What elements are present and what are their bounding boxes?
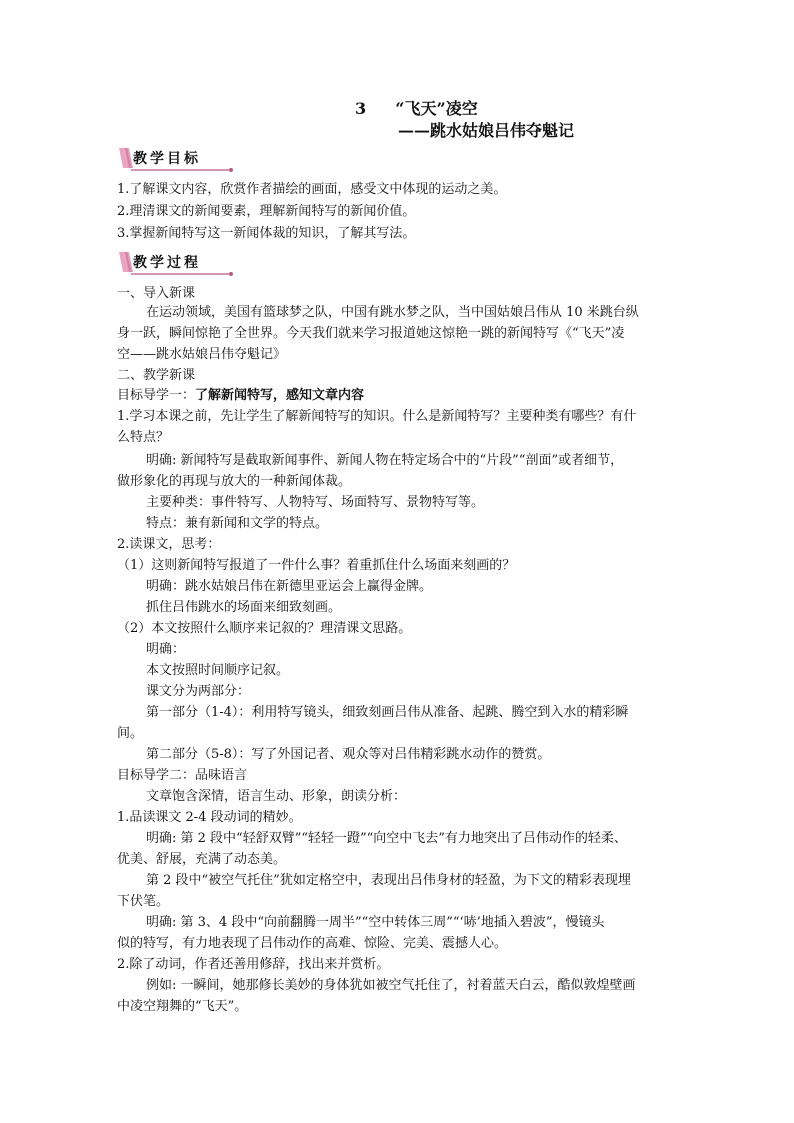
paragraph-line: 明确: 第 2 段中“轻舒双臂”“轻轻一蹬”“向空中飞去”有力地突出了吕伟动作的轻柔、	[146, 831, 627, 846]
paragraph-line: 明确: 第 3、4 段中“向前翻腾一周半”“空中转体三周”“‘哧’地插入碧波”，慢镜头	[146, 915, 605, 930]
paragraph-line: 身一跃，瞬间惊艳了全世界。今天我们就来学习报道她这惊艳一跳的新闻特写《“飞天”凌	[117, 326, 625, 341]
paragraph-line: 空——跳水姑娘吕伟夺魁记》	[117, 347, 287, 362]
goal-item: 2.理清课文的新闻要素，理解新闻特写的新闻价值。	[117, 204, 416, 219]
paragraph-line: 间。	[117, 726, 144, 741]
paragraph-line: 似的特写，有力地表现了吕伟动作的高难、惊险、完美、震撼人心。	[117, 936, 508, 951]
goal-guide-topic: 了解新闻特写，感知文章内容	[195, 388, 365, 403]
paragraph-line: 本文按照时间顺序记叙。	[146, 663, 290, 678]
process-section-title: 教学过程	[133, 255, 201, 271]
paragraph-line: 在运动领域，美国有篮球梦之队，中国有跳水梦之队，当中国姑娘吕伟从 10 米跳台纵	[146, 305, 639, 320]
paragraph-line: 做形象化的再现与放大的一种新闻体裁。	[117, 474, 352, 489]
paragraph-line: 例如: 一瞬间，她那修长美妙的身体犹如被空气托住了，衬着蓝天白云，酷似敦煌壁画	[146, 978, 636, 993]
lesson-subtitle: ——跳水姑娘吕伟夺魁记	[398, 121, 575, 140]
lesson-title-text: “飞天”凌空	[395, 99, 478, 118]
paragraph-line: （1）这则新闻特写报道了一件什么事？着重抓住什么场面来刻画的？	[117, 558, 516, 573]
paragraph-line: 中凌空翔舞的“飞天”。	[117, 999, 248, 1014]
paragraph-line: 明确：跳水姑娘吕伟在新德里亚运会上赢得金牌。	[146, 579, 433, 594]
paragraph-line: 第一部分（1-4）：利用特写镜头，细致刻画吕伟从准备、起跳、腾空到入水的精彩瞬	[146, 705, 629, 720]
paragraph-line: 明确：	[146, 642, 186, 657]
goals-section-header	[117, 146, 237, 172]
paragraph-line: 特点：兼有新闻和文学的特点。	[146, 516, 329, 531]
paragraph-line: 文章饱含深情，语言生动、形象，朗读分析：	[146, 789, 407, 804]
paragraph-line: 课文分为两部分：	[146, 684, 251, 699]
paragraph-line: 2.除了动词，作者还善用修辞，找出来并赏析。	[117, 957, 390, 972]
paragraph-line: 么特点？	[117, 430, 170, 445]
paragraph-line: 抓住吕伟跳水的场面来细致刻画。	[146, 600, 342, 615]
goal-guide-label: 目标导学一：	[117, 388, 196, 403]
paragraph-line: 明确: 新闻特写是截取新闻事件、新闻人物在特定场合中的“片段”“剖面”或者细节，	[146, 453, 624, 468]
paragraph-line: 1.品读课文 2-4 段动词的精妙。	[117, 810, 302, 825]
paragraph-line: 1.学习本课之前，先让学生了解新闻特写的知识。什么是新闻特写？主要种类有哪些？有什	[117, 409, 637, 424]
goal-item: 3.掌握新闻特写这一新闻体裁的知识，了解其写法。	[117, 226, 416, 241]
heading-line: 二、教学新课	[117, 368, 196, 383]
goal-item: 1.了解课文内容，欣赏作者描绘的画面，感受文中体现的运动之美。	[117, 182, 507, 197]
paragraph-line: 2.读课文，思考：	[117, 537, 221, 552]
lesson-number: 3	[355, 99, 367, 118]
goals-section-title: 教学目标	[133, 151, 201, 167]
paragraph-line: （2）本文按照什么顺序来记叙的？理清课文思路。	[117, 621, 412, 636]
goal-guide-line	[117, 386, 364, 406]
paragraph-line: 优美、舒展，充满了动态美。	[117, 852, 287, 867]
goal-guide-line: 目标导学二：品味语言	[117, 768, 248, 783]
heading-line: 一、导入新课	[117, 286, 196, 301]
paragraph-line: 第 2 段中“被空气托住”犹如定格空中，表现出吕伟身材的轻盈，为下文的精彩表现埋	[146, 873, 631, 888]
paragraph-line: 主要种类：事件特写、人物特写、场面特写、景物特写等。	[146, 495, 485, 510]
lesson-title	[355, 96, 478, 119]
process-section-header	[117, 250, 237, 276]
paragraph-line: 第二部分（5-8）：写了外国记者、观众等对吕伟精彩跳水动作的赞赏。	[146, 747, 551, 762]
paragraph-line: 下伏笔。	[117, 894, 170, 909]
